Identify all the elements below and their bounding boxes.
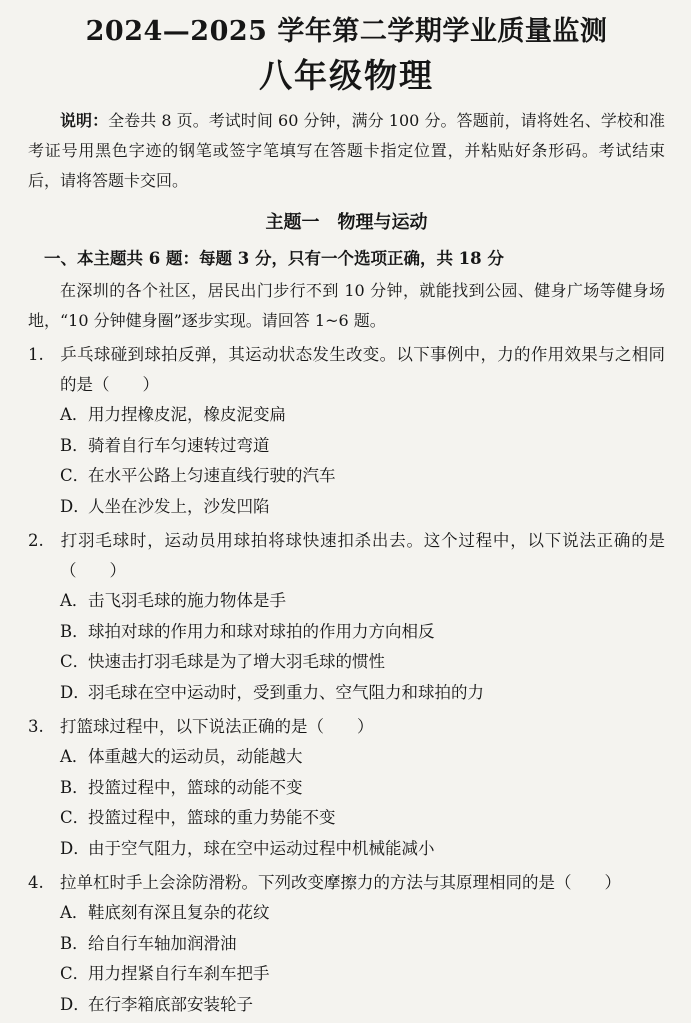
question-text: 打篮球过程中，以下说法正确的是（ ） [60, 717, 374, 736]
option-c [60, 647, 665, 678]
question-stem [28, 712, 665, 742]
option-letter: A． [60, 903, 89, 922]
question-stem [28, 340, 665, 400]
question-number: 2. [28, 531, 44, 550]
option-b [60, 773, 665, 804]
question-number: 4. [28, 873, 44, 892]
option-list [28, 400, 665, 522]
option-b [60, 929, 665, 960]
option-letter: D． [60, 682, 90, 702]
option-text: 羽毛球在空中运动时，受到重力、空气阻力和球拍的力 [88, 682, 484, 702]
option-letter: B． [60, 435, 89, 455]
option-letter: C． [60, 466, 90, 485]
option-text: 投篮过程中，篮球的重力势能不变 [88, 808, 336, 827]
option-letter: C． [60, 964, 90, 983]
instructions [28, 106, 665, 196]
option-c [60, 461, 665, 492]
option-text: 球拍对球的作用力和球对球拍的作用力方向相反 [88, 621, 435, 641]
option-letter: D． [60, 838, 90, 858]
option-b [60, 617, 665, 648]
question-text: 乒乓球碰到球拍反弹，其运动状态发生改变。以下事例中，力的作用效果与之相同的是（ ） [60, 345, 665, 394]
option-a [60, 898, 665, 929]
option-text: 在行李箱底部安装轮子 [88, 994, 253, 1014]
instructions-text: 全卷共 8 页。考试时间 60 分钟，满分 100 分。答题前，请将姓名、学校和准考证号用黑色字迹的钢笔或签字笔填写在答题卡指定位置，并粘贴好条形码。考试结束后，请将答题卡交回。 [28, 111, 665, 190]
section-intro: 在深圳的各个社区，居民出门步行不到 10 分钟，就能找到公园、健身广场等健身场地，“10 分钟健身圈”逐步实现。请回答 1~6 题。 [28, 281, 665, 330]
option-list [28, 742, 665, 864]
option-letter: C． [60, 808, 90, 827]
option-list [28, 898, 665, 1020]
option-letter: B． [60, 933, 89, 953]
question-4 [28, 868, 665, 1020]
option-letter: A． [60, 747, 89, 766]
option-text: 击飞羽毛球的施力物体是手 [88, 591, 286, 610]
option-text: 骑着自行车匀速转过弯道 [88, 435, 270, 455]
option-d [60, 492, 665, 523]
option-text: 鞋底刻有深且复杂的花纹 [88, 903, 270, 922]
option-letter: A． [60, 405, 89, 424]
option-letter: C． [60, 652, 90, 671]
option-d [60, 834, 665, 865]
option-a [60, 586, 665, 617]
option-letter: B． [60, 621, 89, 641]
option-text: 投篮过程中，篮球的动能不变 [88, 777, 303, 797]
question-stem [28, 526, 665, 586]
exam-title: 2024—2025 学年第二学期学业质量监测 [85, 16, 608, 47]
option-c [60, 959, 665, 990]
question-stem [28, 868, 665, 898]
option-text: 体重越大的运动员，动能越大 [88, 747, 303, 766]
option-d [60, 678, 665, 709]
option-a [60, 742, 665, 773]
option-letter: D． [60, 496, 90, 516]
option-text: 由于空气阻力，球在空中运动过程中机械能减小 [88, 838, 435, 858]
question-text: 拉单杠时手上会涂防滑粉。下列改变摩擦力的方法与其原理相同的是（ ） [60, 873, 621, 892]
instructions-label: 说明： [60, 111, 109, 130]
subject-title: 八年级物理 [259, 56, 434, 95]
option-text: 给自行车轴加润滑油 [88, 933, 237, 953]
question-number: 1. [28, 345, 44, 364]
option-c [60, 803, 665, 834]
question-text: 打羽毛球时，运动员用球拍将球快速扣杀出去。这个过程中，以下说法正确的是（ ） [60, 531, 665, 580]
question-1 [28, 340, 665, 522]
question-2 [28, 526, 665, 708]
option-text: 人坐在沙发上，沙发凹陷 [88, 496, 270, 516]
option-text: 快速击打羽毛球是为了增大羽毛球的惯性 [88, 652, 385, 671]
option-d [60, 990, 665, 1021]
section-title: 一、本主题共 6 题：每题 3 分，只有一个选项正确，共 18 分 [44, 249, 504, 268]
option-text: 用力捏橡皮泥，橡皮泥变扁 [88, 405, 286, 424]
question-3 [28, 712, 665, 864]
option-letter: A． [60, 591, 89, 610]
option-b [60, 431, 665, 462]
option-letter: B． [60, 777, 89, 797]
question-number: 3. [28, 717, 44, 736]
option-a [60, 400, 665, 431]
option-text: 用力捏紧自行车刹车把手 [88, 964, 270, 983]
option-letter: D． [60, 994, 90, 1014]
option-list [28, 586, 665, 708]
option-text: 在水平公路上匀速直线行驶的汽车 [88, 466, 336, 485]
topic-title: 主题一 物理与运动 [265, 212, 428, 233]
